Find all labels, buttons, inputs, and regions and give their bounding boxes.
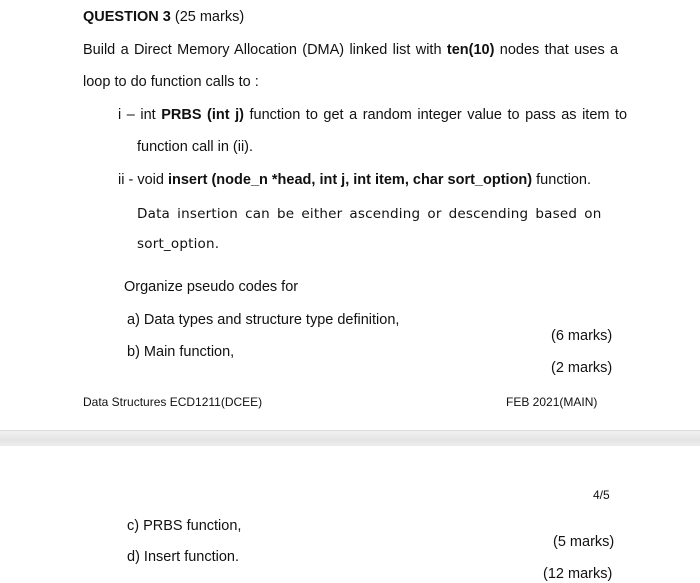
footer-date: FEB 2021(MAIN) — [506, 395, 598, 409]
part-c-marks: (5 marks) — [553, 534, 615, 550]
page-number: 4/5 — [593, 488, 610, 502]
part-c-label: c) PRBS function, — [127, 518, 242, 534]
item-i-line1: i – int PRBS (int j) function to get a random integer value to pass as item to — [118, 107, 628, 123]
part-a-marks: (6 marks) — [551, 328, 613, 344]
question-number: QUESTION 3 — [83, 9, 171, 25]
question-total-marks: (25 marks) — [174, 9, 245, 25]
item-ii-line1: ii - void insert (node_n *head, int j, int item, char sort_option) function. — [118, 172, 591, 188]
part-b-label: b) Main function, — [127, 344, 235, 360]
item-ii-note-line1: Data insertion can be either ascending or descending based on — [137, 206, 602, 222]
question-heading — [83, 8, 244, 26]
item-ii-note-line2: sort_option. — [137, 236, 220, 252]
document-page-bottom — [0, 446, 700, 581]
question-intro-line1: Build a Direct Memory Allocation (DMA) linked list with ten(10) nodes that uses a — [83, 42, 619, 58]
part-d-marks: (12 marks) — [543, 566, 613, 582]
part-b-marks: (2 marks) — [551, 360, 613, 376]
part-d-label: d) Insert function. — [127, 549, 240, 565]
page-separator — [0, 430, 700, 447]
question-intro-line2: loop to do function calls to : — [83, 74, 259, 90]
footer-course: Data Structures ECD1211(DCEE) — [83, 395, 263, 409]
item-i-line2: function call in (ii). — [137, 139, 254, 155]
part-a-label: a) Data types and structure type definition, — [127, 312, 400, 328]
organize-label: Organize pseudo codes for — [124, 279, 299, 295]
